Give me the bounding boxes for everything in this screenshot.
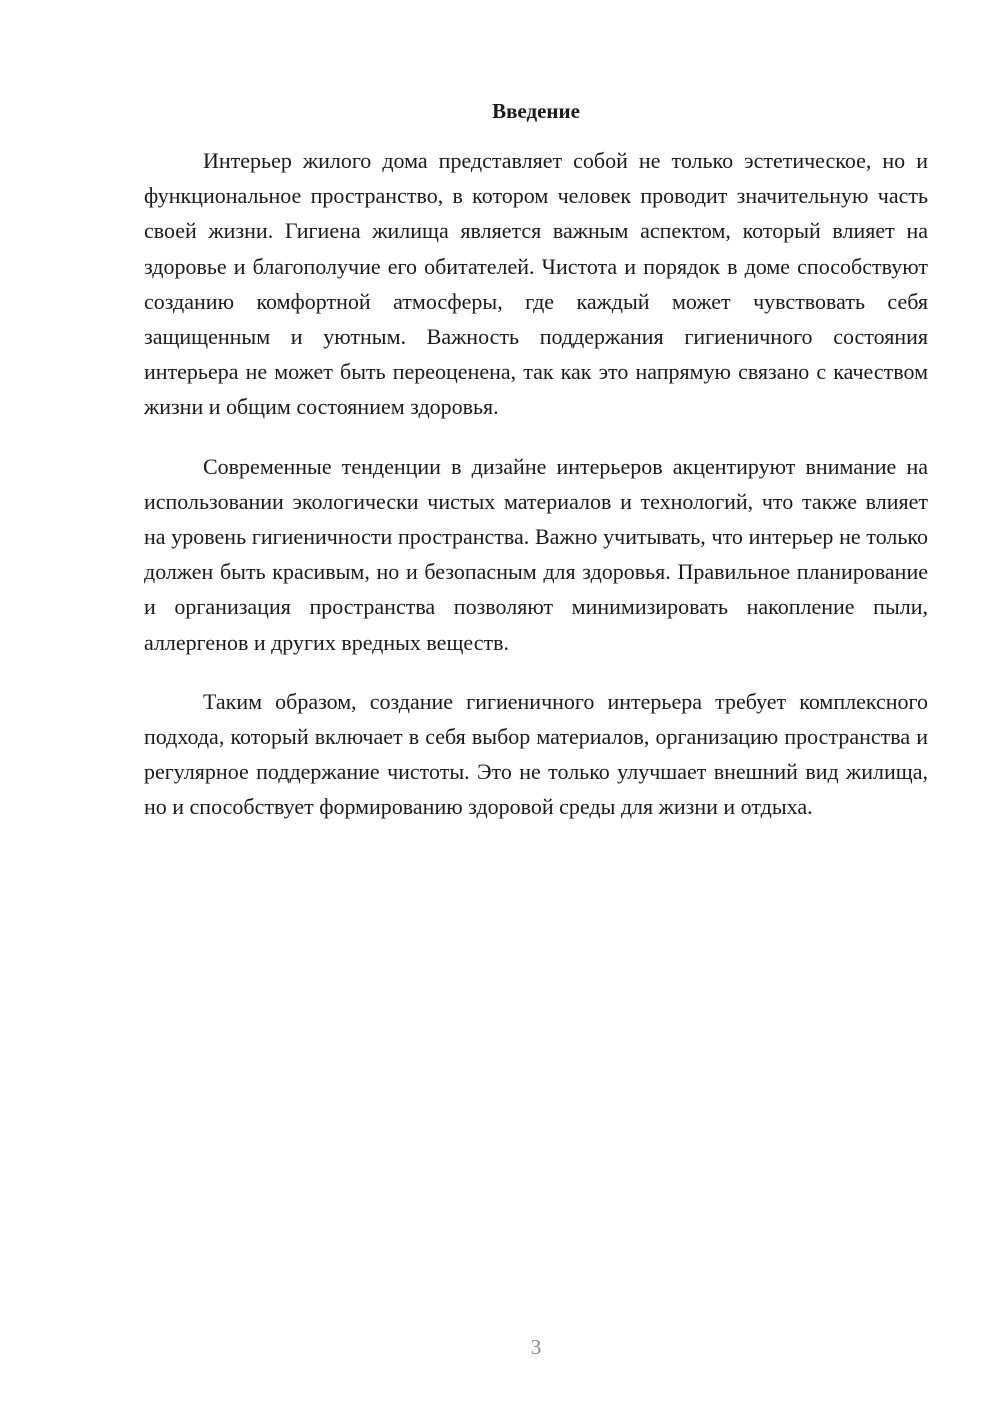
- page-number: 3: [530, 1335, 542, 1359]
- paragraph-1: Интерьер жилого дома представляет собой не только эстетическое, но и функциональное пространство, в котором человек проводит значительную часть своей жизни. Гигиена жилища является важным аспектом, который влияет на здоровье и благополучие его обитателей. Чистота и порядок в доме способствуют созданию комфортной атмосферы, где каждый может чувствовать себя защищенным и уютным. Важность поддержания гигиеничного состояния интерьера не может быть переоценена, так как это напрямую связано с качеством жизни и общим состоянием здоровья.: [144, 148, 928, 420]
- section-heading: Введение: [492, 99, 580, 123]
- paragraph-3: Таким образом, создание гигиеничного интерьера требует комплексного подхода, который включает в себя выбор материалов, организацию пространства и регулярное поддержание чистоты. Это не только улучшает внешний вид жилища, но и способствует формированию здоровой среды для жизни и отдыха.: [144, 688, 928, 820]
- body-text: [144, 143, 928, 849]
- paragraph-2: Современные тенденции в дизайне интерьеров акцентируют внимание на использовании экологически чистых материалов и технологий, что также влияет на уровень гигиеничности пространства. Важно учитывать, что интерьер не только должен быть красивым, но и безопасным для здоровья. Правильное планирование и организация пространства позволяют минимизировать накопление пыли, аллергенов и других вредных веществ.: [144, 453, 928, 655]
